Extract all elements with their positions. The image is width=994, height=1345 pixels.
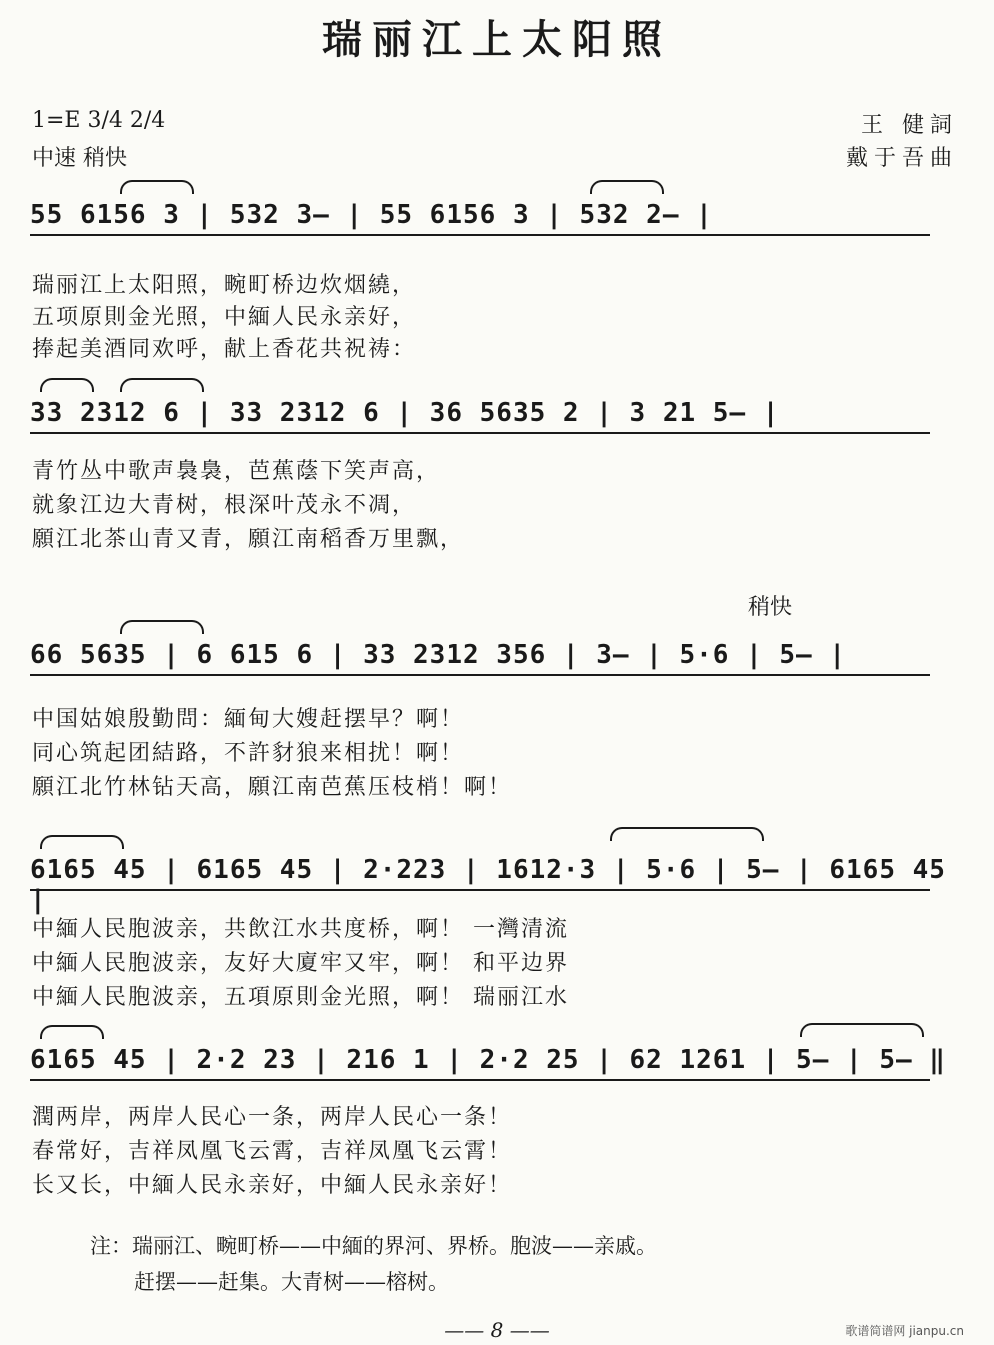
- footnote-line-1: 注：瑞丽江、畹町桥——中緬的界河、界桥。胞波——亲戚。: [90, 1234, 657, 1258]
- slur: [800, 1023, 924, 1037]
- lyric-verse-2: 同心筑起团結路，不許豺狼来相扰！啊！: [32, 741, 465, 766]
- staff-notes: 33 2312 6 | 33 2312 6 | 36 5635 2 | 3 21 5— |: [30, 398, 780, 428]
- lyric-block-5: [32, 1100, 962, 1200]
- tempo-change-marking: 稍快: [748, 595, 793, 620]
- watermark: 歌谱简谱网 jianpu.cn: [845, 1324, 964, 1338]
- staff-notes: 6165 45 | 6165 45 | 2·223 | 1612·3 | 5·6 | 5— | 6165 45 |: [30, 855, 946, 915]
- staff-notes: 6165 45 | 2·2 23 | 216 1 | 2·2 25 | 62 1261 | 5— | 5— ‖: [30, 1045, 946, 1075]
- staff-line-3: [30, 640, 965, 680]
- staff-line-4: [30, 855, 965, 915]
- footnote-line-2: 赶摆——赶集。大青树——榕树。: [134, 1270, 449, 1294]
- staff-line-5: [30, 1045, 965, 1085]
- slur: [40, 378, 94, 392]
- slur: [40, 835, 124, 849]
- lyric-verse-1: 青竹丛中歌声裊裊，芭蕉蔭下笑声高，: [32, 459, 441, 484]
- beam-underline: [30, 234, 930, 236]
- staff-line-1: [30, 200, 965, 240]
- tempo-marking: 中速 稍快: [32, 146, 127, 171]
- lyric-verse-2: 春常好，吉祥凤凰飞云霄，吉祥凤凰飞云霄！: [32, 1139, 513, 1164]
- beam-underline: [30, 432, 930, 434]
- lyric-block-4: [32, 912, 962, 1012]
- staff-notes: 55 6156 3 | 532 3— | 55 6156 3 | 532 2— |: [30, 200, 713, 230]
- lyric-block-2: [32, 454, 962, 554]
- lyric-verse-1: 瑞丽江上太阳照，畹町桥边炊烟繞，: [32, 273, 417, 298]
- beam-underline: [30, 889, 930, 891]
- slur: [120, 180, 194, 194]
- beam-underline: [30, 1079, 930, 1081]
- page-number: —— 8 ——: [444, 1318, 550, 1342]
- slur: [610, 827, 764, 841]
- lyric-verse-3: 願江北茶山青又青，願江南稻香万里飘，: [32, 527, 465, 552]
- lyric-block-3: [32, 702, 962, 802]
- lyric-verse-3: 捧起美酒同欢呼，献上香花共祝祷：: [32, 337, 417, 362]
- lyric-verse-3: 长又长，中緬人民永亲好，中緬人民永亲好！: [32, 1173, 513, 1198]
- lyric-block-1: [32, 268, 962, 368]
- page-title: 瑞丽江上太阳照: [322, 16, 672, 63]
- slur: [120, 378, 204, 392]
- staff-line-2: [30, 398, 965, 438]
- lyric-verse-1: 中国姑娘殷勤問：緬甸大嫂赶摆早？啊！: [32, 707, 465, 732]
- staff-notes: 66 5635 | 6 615 6 | 33 2312 356 | 3— | 5·6 | 5— |: [30, 640, 847, 670]
- slur: [40, 1025, 104, 1039]
- lyricist-credit: 王 健詞: [861, 113, 958, 138]
- beam-underline: [30, 674, 930, 676]
- lyric-verse-3: 願江北竹林钻天高，願江南芭蕉压枝梢！啊！: [32, 775, 513, 800]
- composer-credit: 戴于吾曲: [845, 146, 958, 171]
- slur: [590, 180, 664, 194]
- lyric-verse-2: 五项原則金光照，中緬人民永亲好，: [32, 305, 417, 330]
- lyric-verse-1: 潤两岸，两岸人民心一条，两岸人民心一条！: [32, 1105, 513, 1130]
- slur: [120, 620, 204, 634]
- lyric-verse-2: 就象江边大青树，根深叶茂永不凋，: [32, 493, 417, 518]
- lyric-verse-1: 中緬人民胞波亲，共飲江水共度桥，啊！ 一灣清流: [32, 917, 569, 942]
- lyric-verse-2: 中緬人民胞波亲，友好大廈牢又牢，啊！ 和平边界: [32, 951, 569, 976]
- lyric-verse-3: 中緬人民胞波亲，五項原則金光照，啊！ 瑞丽江水: [32, 985, 569, 1010]
- key-signature: 1=E 3/4 2/4: [32, 108, 166, 133]
